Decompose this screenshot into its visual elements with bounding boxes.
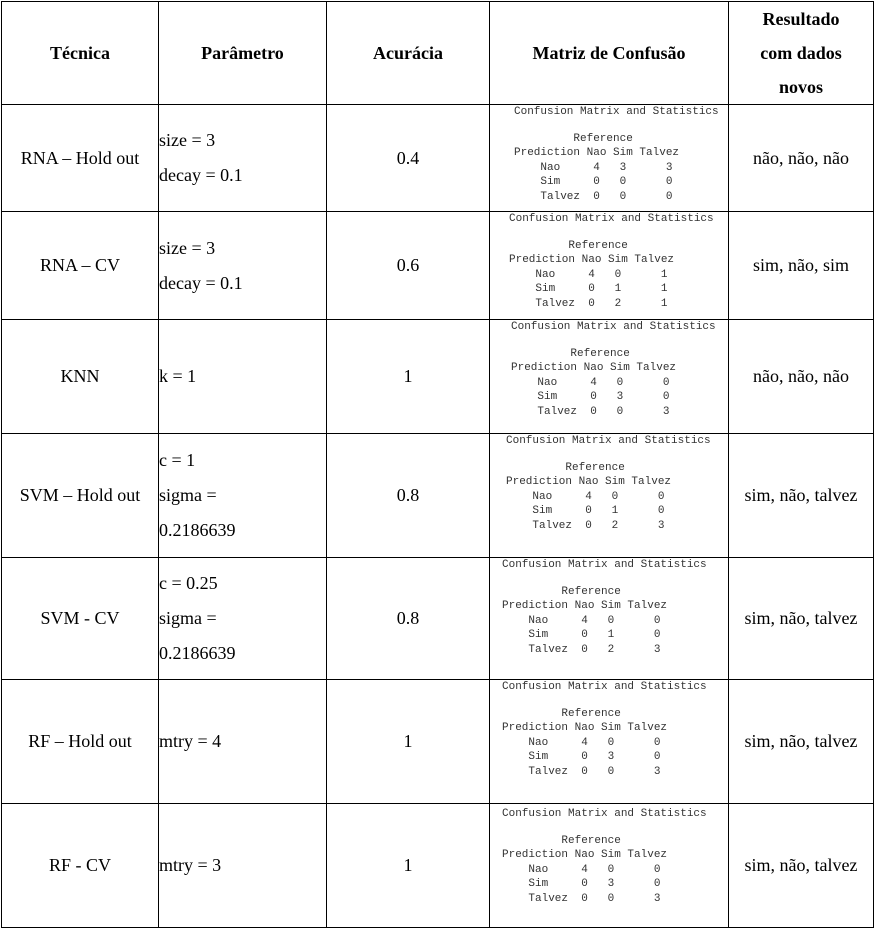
cm-reference-label: Reference [561,707,621,720]
param-line: k = 1 [159,366,197,386]
cm-matrix-row: Talvez 0 0 3 [502,892,661,905]
cm-header: Prediction Nao Sim Talvez [514,147,680,159]
cell-parametro [159,680,327,804]
table-row [2,558,874,680]
header-resultado-line: Resultado [762,9,840,29]
cell-matriz [490,680,729,804]
header-parametro: Parâmetro [159,2,327,105]
cm-title: Confusion Matrix and Statistics [502,559,707,571]
confusion-matrix-output [490,212,728,311]
cell-tecnica: SVM - CV [2,558,159,680]
param-line: c = 1 [159,450,196,470]
header-tecnica: Técnica [2,2,159,105]
param-line: decay = 0.1 [159,272,243,293]
cell-acuracia: 0.8 [327,558,490,680]
param-line: sigma = [159,608,217,628]
cell-acuracia: 1 [327,320,490,434]
cm-matrix-row: Nao 4 3 3 [514,161,673,174]
cell-resultado: sim, não, talvez [729,558,874,680]
cm-reference-label: Reference [568,239,628,252]
cm-matrix-row: Sim 0 3 0 [502,878,661,890]
param-line: 0.2186639 [159,643,236,663]
param-line: decay = 0.1 [159,165,243,185]
cm-reference-label: Reference [561,585,621,598]
cm-spacer [502,695,728,707]
cell-matriz [490,320,729,434]
param-line: 0.2186639 [159,520,236,540]
confusion-matrix-output [490,680,728,779]
header-acuracia: Acurácia [327,2,490,105]
cm-matrix-row: Nao 4 0 0 [506,490,665,503]
table-row [2,804,874,928]
confusion-matrix-output [490,105,728,204]
cell-tecnica: RNA – Hold out [2,105,159,212]
cm-title: Confusion Matrix and Statistics [514,106,719,118]
cm-header: Prediction Nao Sim Talvez [502,849,668,861]
cm-matrix-row: Talvez 0 2 3 [506,519,665,532]
cell-parametro [159,105,327,212]
cell-resultado: sim, não, sim [729,212,874,320]
cm-matrix-row: Sim 0 1 0 [502,629,661,641]
cm-reference-label: Reference [570,347,630,360]
cm-header: Prediction Nao Sim Talvez [502,722,668,734]
cm-matrix-row: Talvez 0 2 1 [509,297,668,310]
cm-matrix-row: Nao 4 0 0 [511,376,670,389]
cm-matrix-row: Talvez 0 0 3 [511,405,670,418]
table-row [2,105,874,212]
param-line: mtry = 4 [159,731,222,751]
header-matriz: Matriz de Confusão [490,2,729,105]
cell-parametro [159,558,327,680]
cell-parametro [159,804,327,928]
cm-reference-label: Reference [573,132,633,145]
cm-reference-label: Reference [565,461,625,474]
confusion-matrix-output [490,804,728,906]
cm-matrix-row: Sim 0 3 0 [502,751,661,763]
cell-matriz [490,434,729,558]
cell-acuracia: 0.4 [327,105,490,212]
cell-tecnica: RF - CV [2,804,159,928]
cell-matriz [490,804,729,928]
cell-tecnica: SVM – Hold out [2,434,159,558]
cell-resultado: não, não, não [729,105,874,212]
table-row [2,212,874,320]
cell-acuracia: 0.6 [327,212,490,320]
param-line: c = 0.25 [159,573,218,593]
cm-header: Prediction Nao Sim Talvez [511,362,677,374]
cm-matrix-row: Sim 0 0 0 [514,176,673,188]
confusion-matrix-output [490,434,728,533]
cm-matrix-row: Nao 4 0 0 [502,736,661,749]
cell-resultado: sim, não, talvez [729,804,874,928]
cm-spacer [511,335,728,347]
cm-matrix-row: Talvez 0 2 3 [502,643,661,656]
cm-reference-label: Reference [561,834,621,847]
header-resultado [729,2,874,105]
cell-parametro [159,320,327,434]
cm-matrix-row: Sim 0 1 1 [509,283,668,295]
results-table [1,1,874,928]
cm-title: Confusion Matrix and Statistics [509,213,714,225]
cell-matriz [490,105,729,212]
cell-resultado: sim, não, talvez [729,680,874,804]
cell-acuracia: 0.8 [327,434,490,558]
table-row [2,320,874,434]
param-line: mtry = 3 [159,855,222,875]
table-row [2,680,874,804]
cm-matrix-row: Sim 0 1 0 [506,505,665,517]
cm-matrix-row: Talvez 0 0 0 [514,190,673,203]
confusion-matrix-output [490,558,728,657]
cell-resultado: não, não, não [729,320,874,434]
cm-title: Confusion Matrix and Statistics [506,435,711,447]
cm-header: Prediction Nao Sim Talvez [509,254,675,266]
cm-title: Confusion Matrix and Statistics [502,808,707,820]
cm-header: Prediction Nao Sim Talvez [506,476,672,488]
cell-parametro [159,212,327,320]
cm-header: Prediction Nao Sim Talvez [502,600,668,612]
cell-acuracia: 1 [327,680,490,804]
header-row [2,2,874,105]
cell-tecnica: RF – Hold out [2,680,159,804]
cm-spacer [506,449,728,461]
header-resultado-line: novos [778,77,823,97]
header-resultado-line: com dados [760,43,842,63]
cell-resultado: sim, não, talvez [729,434,874,558]
cell-parametro [159,434,327,558]
cm-matrix-row: Sim 0 3 0 [511,391,670,403]
cell-matriz [490,212,729,320]
cm-spacer [502,573,728,585]
table-row [2,434,874,558]
cm-matrix-row: Nao 4 0 0 [502,863,661,876]
param-line: size = 3 [159,237,216,258]
cm-matrix-row: Nao 4 0 0 [502,614,661,627]
cm-spacer [514,120,728,132]
confusion-matrix-output [490,320,728,419]
cell-tecnica: RNA – CV [2,212,159,320]
cm-title: Confusion Matrix and Statistics [511,321,716,333]
cm-matrix-row: Talvez 0 0 3 [502,765,661,778]
cm-title: Confusion Matrix and Statistics [502,681,707,693]
cm-spacer [509,227,728,239]
cell-acuracia: 1 [327,804,490,928]
cell-tecnica: KNN [2,320,159,434]
param-line: size = 3 [159,130,216,150]
cell-matriz [490,558,729,680]
param-line: sigma = [159,485,217,505]
cm-matrix-row: Nao 4 0 1 [509,268,668,281]
cm-spacer [502,822,728,834]
